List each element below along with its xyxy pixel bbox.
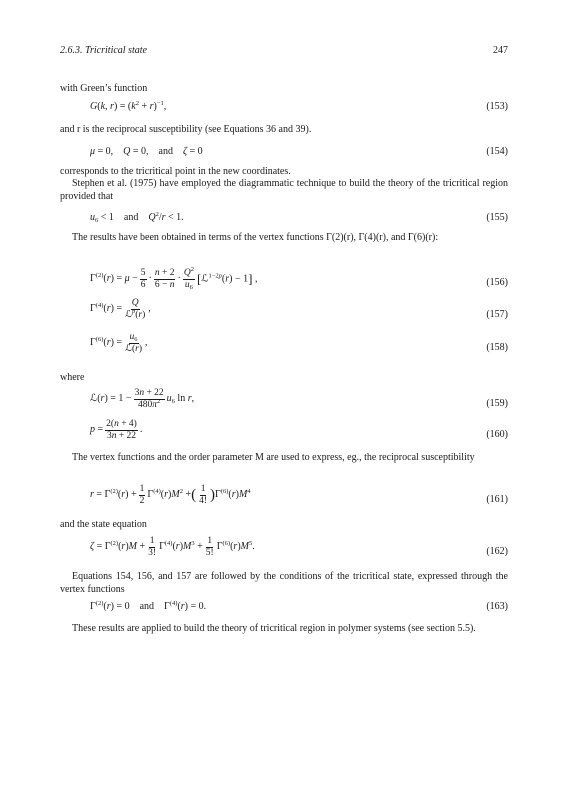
- equation-number: (161): [486, 494, 508, 505]
- equation-number: (157): [486, 309, 508, 320]
- equation-number: (153): [486, 101, 508, 112]
- paragraph: and r is the reciprocal susceptibility (see Equations 36 and 39).: [60, 124, 312, 135]
- paragraph: corresponds to the tricritical point in the new coordinates.: [60, 166, 291, 177]
- equation-number: (163): [486, 601, 508, 612]
- equation-161: $r = \Gamma^{(2)}(r)$ + $\frac{1}{2}$ $\Gamma^{(4)}(r)M^2$ + ( $\frac{1}{4!}$ ) $\Gamma^{(6)}(r)M^4$: [90, 484, 251, 506]
- paragraph: Equations 154, 156, and 157 are followed by the conditions of the tricritical state, expressed through the vertex functions: [60, 571, 508, 595]
- equation-160: p = $\frac{2(n + 4)}{3n + 22}$ .: [90, 419, 143, 441]
- equation-154: μ = 0, Q = 0, and ζ = 0: [90, 146, 203, 157]
- equation-158: $\Gamma^{(6)}(r)$ = $\frac{u_6}{\text{ℒ(r)}}$ ,: [90, 332, 148, 354]
- equation-number: (162): [486, 546, 508, 557]
- paragraph: The results have been obtained in terms of the vertex functions Γ(2)(r), Γ(4)(r), and Γ(6)(r):: [72, 232, 439, 243]
- equation-number: (159): [486, 398, 508, 409]
- equation-157: $\Gamma^{(4)}(r)$ = $\frac{Q}{ℒ^p(r)}$ ,: [90, 298, 151, 320]
- page-number: 247: [493, 45, 508, 56]
- paragraph: with Green’s function: [60, 83, 148, 94]
- paragraph: The vertex functions and the order parameter M are used to express, eg., the reciprocal susceptibility: [72, 452, 475, 463]
- paragraph: where: [60, 372, 85, 383]
- equation-156: $\Gamma^{(2)}(r) = \mu$ − $\frac{5}{6}$ · $\frac{n + 2}{6 - n}$ · $\frac{Q^2}{u_6}$ [ℒ$^{1-2p}$(r) − 1] ,: [90, 266, 258, 291]
- equation-153: G(k, $r) = (k^2 + r)^{-1}$,: [90, 100, 167, 112]
- equation-number: (156): [486, 277, 508, 288]
- equation-number: (158): [486, 342, 508, 353]
- equation-number: (155): [486, 212, 508, 223]
- paragraph: and the state equation: [60, 519, 147, 530]
- equation-162: $\zeta = \Gamma^{(2)}(r)M$ + $\frac{1}{3!}$ $\Gamma^{(4)}(r)M^3$ + $\frac{1}{5!}$ $\Gamma^{(6)}(r)M^5$.: [90, 536, 255, 558]
- equation-number: (160): [486, 429, 508, 440]
- running-header: 2.6.3. Tricritical state: [60, 45, 147, 56]
- paragraph: These results are applied to build the theory of tricritical region in polymer systems (see section 5.5).: [72, 623, 476, 634]
- paragraph: Stephen et al. (1975) have employed the diagrammatic technique to build the theory of the tricritical region provided that: [60, 178, 508, 202]
- equation-number: (154): [486, 146, 508, 157]
- equation-155: $u_6 < 1$ and $Q^2/r < 1$.: [90, 211, 184, 224]
- equation-163: $\Gamma^{(2)}(r) = 0$ and $\Gamma^{(4)}(r) = 0$.: [90, 600, 207, 612]
- equation-159: ℒ(r) = 1 − $\frac{3n + 22}{480\pi^2}$ $u_6$ ln r,: [90, 388, 195, 410]
